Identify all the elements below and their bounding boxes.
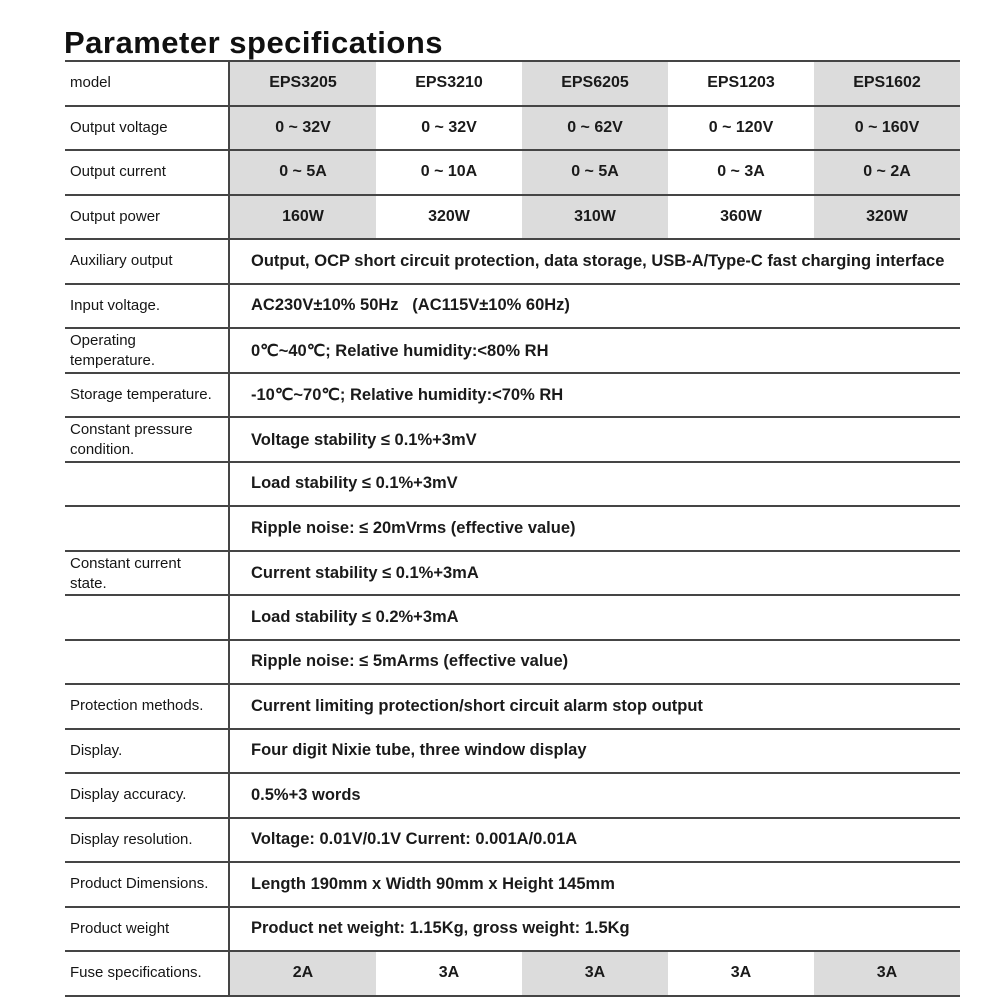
- cell-value: 0 ~ 120V: [708, 118, 774, 136]
- row-label: Fuse specifications.: [65, 952, 230, 995]
- table-row-constant-pressure-3: [65, 507, 960, 552]
- table-row-constant-current: [65, 552, 960, 597]
- merged-value: AC230V±10% 50Hz (AC115V±10% 60Hz): [251, 296, 570, 315]
- merged-value: Load stability ≤ 0.2%+3mA: [251, 607, 459, 626]
- spec-table: [65, 60, 960, 997]
- row-label: Product weight: [65, 908, 230, 951]
- cell-value: 0 ~ 32V: [421, 118, 477, 136]
- cell-value: 0 ~ 160V: [814, 107, 960, 150]
- merged-value: Load stability ≤ 0.1%+3mV: [251, 474, 458, 493]
- row-label: Output voltage: [65, 107, 230, 150]
- table-row-storage-temperature: [65, 374, 960, 419]
- cell-value: 0 ~ 3A: [717, 163, 765, 181]
- row-label: Output power: [65, 196, 230, 239]
- row-label: [65, 596, 230, 639]
- table-row-display-accuracy: [65, 774, 960, 819]
- table-row-product-weight: [65, 908, 960, 953]
- cell-value: 320W: [814, 196, 960, 239]
- table-row-output-current: [65, 151, 960, 196]
- row-label-model: model: [65, 62, 230, 105]
- cell-value: 2A: [230, 952, 376, 995]
- merged-value: Current limiting protection/short circuit alarm stop output: [251, 696, 703, 715]
- row-label: Input voltage.: [65, 285, 230, 328]
- cell-value: 360W: [720, 207, 762, 225]
- row-label: Display.: [65, 730, 230, 773]
- merged-value: Length 190mm x Width 90mm x Height 145mm: [251, 874, 615, 893]
- table-row-fuse-specifications: [65, 952, 960, 997]
- cell-value: 3A: [730, 964, 752, 982]
- merged-value: 0.5%+3 words: [251, 785, 361, 804]
- merged-value: Voltage stability ≤ 0.1%+3mV: [251, 430, 477, 449]
- row-label: Output current: [65, 151, 230, 194]
- row-label: Storage temperature.: [65, 374, 230, 417]
- table-row-protection-methods: [65, 685, 960, 730]
- model-header: EPS1602: [814, 62, 960, 105]
- table-row-constant-pressure: [65, 418, 960, 463]
- cell-value: 320W: [428, 207, 470, 225]
- model-header: EPS6205: [522, 62, 668, 105]
- merged-value: Output, OCP short circuit protection, data storage, USB-A/Type-C fast charging interface: [251, 251, 945, 270]
- model-header: EPS1203: [707, 74, 775, 92]
- table-header-row: [65, 62, 960, 107]
- row-label: Operating temperature.: [65, 329, 230, 374]
- merged-value: Ripple noise: ≤ 20mVrms (effective value): [251, 518, 576, 537]
- row-label: Constant current state.: [65, 552, 230, 597]
- merged-value: Ripple noise: ≤ 5mArms (effective value): [251, 652, 569, 671]
- page-title: Parameter specifications: [64, 24, 444, 60]
- row-label: Constant pressure condition.: [65, 418, 230, 463]
- row-label: [65, 641, 230, 684]
- table-row-constant-current-3: [65, 641, 960, 686]
- merged-value: Voltage: 0.01V/0.1V Current: 0.001A/0.01A: [251, 830, 578, 849]
- cell-value: 0 ~ 5A: [522, 151, 668, 194]
- row-label: Auxiliary output: [65, 240, 230, 283]
- cell-value: 0 ~ 32V: [230, 107, 376, 150]
- table-row-auxiliary-output: [65, 240, 960, 285]
- row-label: Protection methods.: [65, 685, 230, 728]
- merged-value: Product net weight: 1.15Kg, gross weight: 1.5Kg: [251, 919, 630, 938]
- table-row-input-voltage: [65, 285, 960, 330]
- table-row-display: [65, 730, 960, 775]
- row-label: Display accuracy.: [65, 774, 230, 817]
- cell-value: 0 ~ 5A: [230, 151, 376, 194]
- cell-value: 0 ~ 10A: [420, 163, 478, 181]
- cell-value: 3A: [814, 952, 960, 995]
- merged-value: Current stability ≤ 0.1%+3mA: [251, 564, 479, 583]
- cell-value: 3A: [522, 952, 668, 995]
- cell-value: 0 ~ 62V: [522, 107, 668, 150]
- table-row-constant-current-2: [65, 596, 960, 641]
- row-label: [65, 507, 230, 550]
- row-label: [65, 463, 230, 506]
- model-header: EPS3210: [415, 74, 483, 92]
- row-label: Product Dimensions.: [65, 863, 230, 906]
- cell-value: 0 ~ 2A: [814, 151, 960, 194]
- table-row-output-voltage: [65, 107, 960, 152]
- cell-value: 3A: [438, 964, 460, 982]
- cell-value: 160W: [230, 196, 376, 239]
- merged-value: Four digit Nixie tube, three window display: [251, 741, 587, 760]
- table-row-operating-temperature: [65, 329, 960, 374]
- table-row-product-dimensions: [65, 863, 960, 908]
- cell-value: 310W: [522, 196, 668, 239]
- table-row-constant-pressure-2: [65, 463, 960, 508]
- table-row-display-resolution: [65, 819, 960, 864]
- model-header: EPS3205: [230, 62, 376, 105]
- row-label: Display resolution.: [65, 819, 230, 862]
- merged-value: 0℃~40℃; Relative humidity:<80% RH: [251, 342, 549, 361]
- merged-value: -10℃~70℃; Relative humidity:<70% RH: [251, 385, 564, 404]
- table-row-output-power: [65, 196, 960, 241]
